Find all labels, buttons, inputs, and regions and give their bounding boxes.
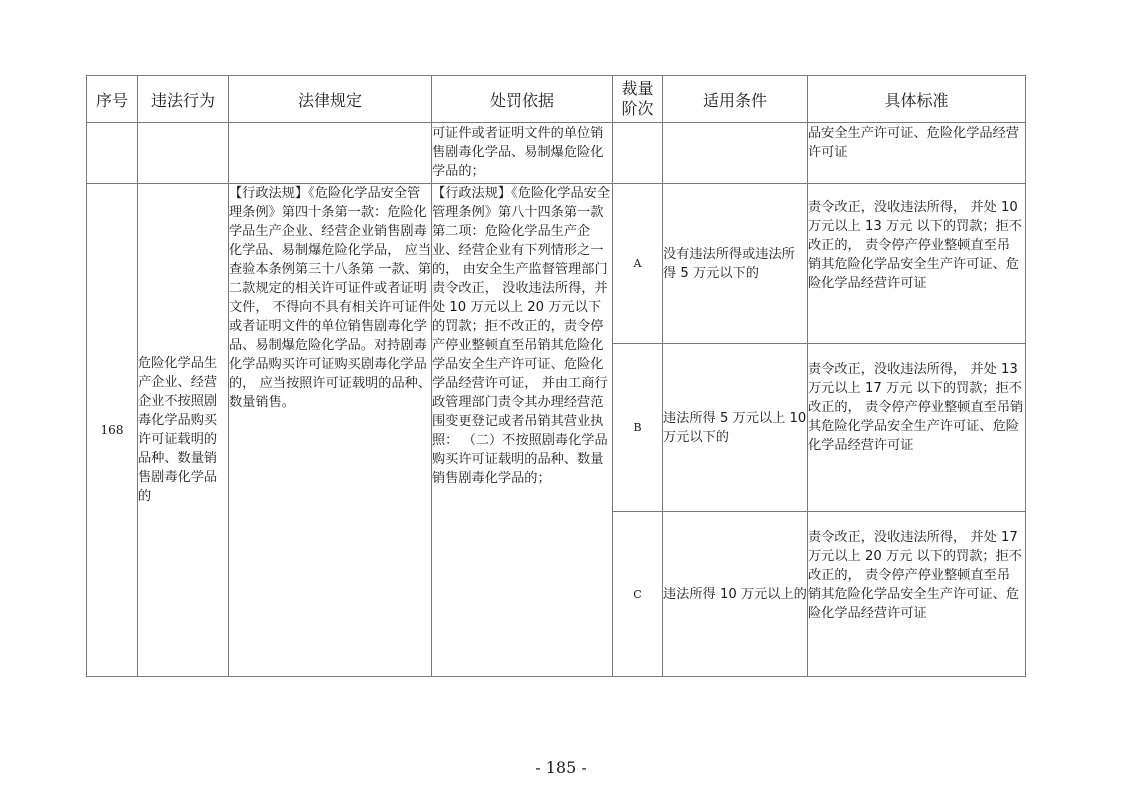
cont-condition-cell — [663, 123, 808, 184]
continued-row — [87, 123, 1026, 184]
header-standard: 具体标准 — [808, 76, 1026, 123]
condition-a: 没有违法所得或违法所得 5 万元以下的 — [663, 184, 808, 344]
header-seq: 序号 — [87, 76, 138, 123]
cont-basis-cell: 可证件或者证明文件的单位销售剧毒化学品、易制爆危险化学品的； — [432, 123, 613, 184]
cont-violation-cell — [138, 123, 229, 184]
level-c: C — [613, 512, 663, 677]
header-law: 法律规定 — [229, 76, 432, 123]
header-level-line1: 裁量 — [621, 79, 654, 98]
entry-seq: 168 — [87, 184, 138, 677]
standard-b: 责令改正，没收违法所得， 并处 13 万元以上 17 万元 以下的罚款；拒不改正的， 责令停产停业整顿直至吊销其危险化学品安全生产许可证、危险化学品经营许可证 — [808, 344, 1026, 512]
header-condition: 适用条件 — [663, 76, 808, 123]
header-level — [613, 76, 663, 123]
header-violation: 违法行为 — [138, 76, 229, 123]
page-number: - 185 - — [535, 758, 587, 777]
condition-b: 违法所得 5 万元以上 10 万元以下的 — [663, 344, 808, 512]
level-b: B — [613, 344, 663, 512]
cont-standard-cell: 品安全生产许可证、危险化学品经营许可证 — [808, 123, 1026, 184]
entry-basis: 【行政法规】《危险化学品安全管理条例》第八十四条第一款第二项：危险化学品生产企业、经营企业有下列情形之一的， 由安全生产监督管理部门责令改正， 没收违法所得，并处 10 万元以上 20 万元以下的罚款；拒不改正的，责令停产停业整顿直至吊销其危险化学品安全生产许可证、危险化学品经营许可证， 并由工商行政管理部门责令其办理经营范围变更登记或者吊销其营业执照： （二）不按照剧毒化学品购买许可证载明的品种、数量销售剧毒化学品的； — [432, 184, 613, 677]
entry-law: 【行政法规】《危险化学品安全管理条例》第四十条第一款：危险化学品生产企业、经营企业销售剧毒化学品、易制爆危险化学品， 应当查验本条例第三十八条第 一款、第二款规定的相关许可证件或者证明文件， 不得向不具有相关许可证件或者证明文件的单位销售剧毒化学品、易制爆危险化学品。对持剧毒化学品购买许可证购买剧毒化学品的， 应当按照许可证载明的品种、数量销售。 — [229, 184, 432, 677]
standard-a: 责令改正，没收违法所得， 并处 10 万元以上 13 万元 以下的罚款；拒不改正的， 责令停产停业整顿直至吊 销其危险化学品安全生产许可证、危险化学品经营许可证 — [808, 184, 1026, 344]
level-a: A — [613, 184, 663, 344]
table-row — [87, 184, 1026, 344]
cont-level-cell — [613, 123, 663, 184]
header-row — [87, 76, 1026, 123]
cont-seq-cell — [87, 123, 138, 184]
header-level-line2: 阶次 — [621, 99, 654, 118]
condition-c: 违法所得 10 万元以上的 — [663, 512, 808, 677]
cont-law-cell — [229, 123, 432, 184]
entry-violation: 危险化学品生产企业、经营企业不按照剧毒化学品购买许可证载明的品种、数量销售剧毒化学品的 — [138, 184, 229, 677]
standard-c: 责令改正，没收违法所得， 并处 17 万元以上 20 万元 以下的罚款；拒不改正的， 责令停产停业整顿直至吊 销其危险化学品安全生产许可证、危险化学品经营许可证 — [808, 512, 1026, 677]
penalty-standard-table — [86, 75, 1026, 677]
header-basis: 处罚依据 — [432, 76, 613, 123]
